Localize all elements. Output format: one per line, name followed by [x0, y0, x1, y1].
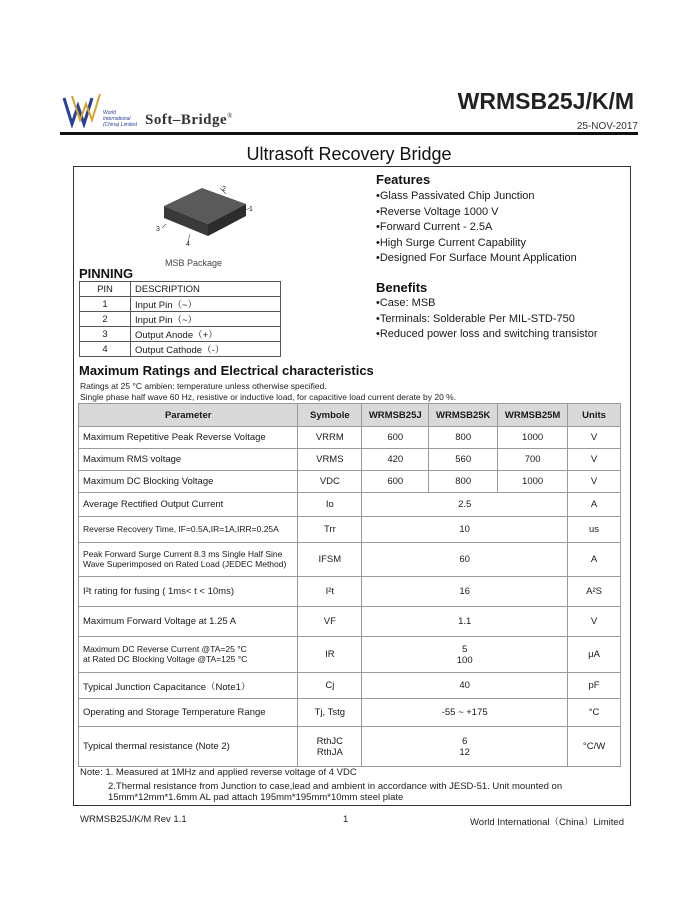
- benefits-list: [376, 296, 628, 343]
- pin-label-1: 1: [249, 206, 253, 213]
- pin-description: Output Anode（+）: [131, 327, 281, 342]
- column-header: Parameter: [79, 404, 298, 427]
- list-item: • Forward Current - 2.5A: [376, 220, 577, 236]
- symbol-cell: Cj: [298, 673, 362, 699]
- value-cell: 2.5: [362, 493, 568, 517]
- logo-line: World: [103, 110, 117, 116]
- param-cell: Maximum Repetitive Peak Reverse Voltage: [79, 427, 298, 449]
- symbol-cell: IFSM: [298, 543, 362, 577]
- logo-line: International: [103, 116, 131, 122]
- pin-description: Input Pin（~）: [131, 297, 281, 312]
- unit-cell: V: [568, 427, 621, 449]
- unit-cell: μA: [568, 637, 621, 673]
- table-row: [80, 327, 281, 342]
- value-line: 6: [462, 735, 468, 747]
- value-cell: 10: [362, 517, 568, 543]
- column-header: WRMSB25K: [429, 404, 498, 427]
- param-cell: Average Rectified Output Current: [79, 493, 298, 517]
- ratings-note-line: Single phase half wave 60 Hz, resistive or inductive load, for capacitive load current derate by 20 %.: [80, 392, 457, 402]
- table-row: [79, 673, 621, 699]
- unit-cell: °C/W: [568, 727, 621, 767]
- table-row: [80, 297, 281, 312]
- value-cell: 560: [429, 449, 498, 471]
- brand-text: Soft–Bridge: [145, 112, 228, 128]
- table-row: [79, 517, 621, 543]
- symbol-cell: VRRM: [298, 427, 362, 449]
- table-row: [80, 312, 281, 327]
- package-label: MSB Package: [165, 258, 223, 268]
- symbol-cell: VRMS: [298, 449, 362, 471]
- company-logo-icon: [62, 92, 102, 128]
- param-line: Maximum DC Reverse Current @TA=25 °C: [83, 644, 247, 654]
- symbol-cell: Tj, Tstg: [298, 699, 362, 727]
- features-list: [376, 189, 577, 267]
- column-header: WRMSB25M: [498, 404, 568, 427]
- unit-cell: us: [568, 517, 621, 543]
- value-cell: 60: [362, 543, 568, 577]
- param-cell: Maximum RMS voltage: [79, 449, 298, 471]
- note-1: Note: 1. Measured at 1MHz and applied reverse voltage of 4 VDC: [80, 767, 357, 778]
- symbol-cell: VDC: [298, 471, 362, 493]
- ratings-note: [80, 381, 456, 403]
- features-heading: Features: [376, 172, 431, 187]
- value-line: 5: [462, 643, 468, 655]
- pin-number: 1: [80, 297, 131, 312]
- footer-page-number: 1: [343, 814, 349, 825]
- document-date: 25-NOV-2017: [576, 121, 638, 132]
- param-cell: [79, 637, 298, 673]
- pin-label-3: 3: [156, 226, 160, 233]
- unit-cell: A: [568, 493, 621, 517]
- value-cell: 420: [362, 449, 429, 471]
- logo-line: (China) Limited: [103, 122, 137, 128]
- param-cell: Operating and Storage Temperature Range: [79, 699, 298, 727]
- unit-cell: V: [568, 607, 621, 637]
- table-row: [79, 493, 621, 517]
- table-row: [79, 727, 621, 767]
- table-row: [79, 449, 621, 471]
- param-line: at Rated DC Blocking Voltage @TA=125 °C: [83, 653, 248, 664]
- value-cell: 1000: [498, 427, 568, 449]
- table-header-row: [80, 282, 281, 297]
- value-cell: 1000: [498, 471, 568, 493]
- logo-company-text: [103, 110, 137, 128]
- unit-cell: V: [568, 449, 621, 471]
- table-row: [79, 427, 621, 449]
- param-cell: Typical thermal resistance (Note 2): [79, 727, 298, 767]
- symbol-cell: [298, 727, 362, 767]
- symbol-cell: I²t: [298, 577, 362, 607]
- param-cell: Maximum Forward Voltage at 1.25 A: [79, 607, 298, 637]
- symbol-line: RthJA: [316, 746, 343, 758]
- table-row: [79, 543, 621, 577]
- column-header: PIN: [80, 282, 131, 297]
- header-rule: [60, 132, 638, 135]
- value-cell: [362, 727, 568, 767]
- value-cell: 16: [362, 577, 568, 607]
- column-header: Symbole: [298, 404, 362, 427]
- value-line: 100: [456, 654, 473, 666]
- list-item: • Designed For Surface Mount Application: [376, 251, 577, 267]
- list-item: • Glass Passivated Chip Junction: [376, 189, 577, 205]
- value-cell: 600: [362, 471, 429, 493]
- pin-label-2: 2: [222, 186, 226, 193]
- value-cell: 1.1: [362, 607, 568, 637]
- list-item: • Reverse Voltage 1000 V: [376, 205, 577, 221]
- benefits-heading: Benefits: [376, 280, 428, 295]
- footer-company: World International（China）Limited: [469, 817, 624, 828]
- symbol-cell: VF: [298, 607, 362, 637]
- table-row: [79, 637, 621, 673]
- unit-cell: °C: [568, 699, 621, 727]
- value-line: 12: [459, 746, 470, 758]
- pin-description: Output Cathode（-）: [131, 342, 281, 357]
- document-title: Ultrasoft Recovery Bridge: [246, 144, 452, 164]
- value-cell: 700: [498, 449, 568, 471]
- param-cell: I²t rating for fusing ( 1ms< t < 10ms): [79, 577, 298, 607]
- registered-mark: ®: [227, 112, 233, 120]
- list-item: • Terminals: Solderable Per MIL-STD-750: [376, 312, 628, 328]
- table-row: [79, 607, 621, 637]
- pin-number: 3: [80, 327, 131, 342]
- param-cell: Peak Forward Surge Current 8.3 ms Single Half Sine Wave Superimposed on Rated Load (JEDEC Method): [79, 543, 298, 577]
- ratings-table: [78, 403, 621, 767]
- ratings-note-line: Ratings at 25 °C ambien: temperature unless otherwise specified.: [80, 381, 327, 391]
- table-row: [79, 471, 621, 493]
- unit-cell: A: [568, 543, 621, 577]
- list-item: • High Surge Current Capability: [376, 236, 577, 252]
- value-cell: -55 ~ +175: [362, 699, 568, 727]
- pinning-table: [79, 281, 281, 357]
- param-cell: Reverse Recovery Time, IF=0.5A,IR=1A,IRR=0.25A: [79, 517, 298, 543]
- value-cell: 600: [362, 427, 429, 449]
- table-row: [79, 699, 621, 727]
- table-header-row: [79, 404, 621, 427]
- symbol-cell: Trr: [298, 517, 362, 543]
- part-number-title: WRMSB25J/K/M: [457, 88, 634, 114]
- param-cell: Typical Junction Capacitance（Note1）: [79, 673, 298, 699]
- column-header: Units: [568, 404, 621, 427]
- symbol-cell: IR: [298, 637, 362, 673]
- symbol-line: RthJC: [316, 735, 344, 747]
- column-header: DESCRIPTION: [131, 282, 281, 297]
- footer-revision: WRMSB25J/K/M Rev 1.1: [80, 814, 187, 825]
- list-item: • Case: MSB: [376, 296, 628, 312]
- pin-label-4: 4: [186, 241, 190, 248]
- ratings-heading: Maximum Ratings and Electrical characteristics: [79, 363, 374, 378]
- unit-cell: V: [568, 471, 621, 493]
- param-cell: Maximum DC Blocking Voltage: [79, 471, 298, 493]
- pinning-heading: PINNING: [79, 266, 134, 281]
- brand-name: [145, 112, 233, 129]
- unit-cell: A²S: [568, 577, 621, 607]
- pin-description: Input Pin（~）: [131, 312, 281, 327]
- unit-cell: pF: [568, 673, 621, 699]
- value-cell: 800: [429, 471, 498, 493]
- table-row: [79, 577, 621, 607]
- symbol-cell: Io: [298, 493, 362, 517]
- value-cell: [362, 637, 568, 673]
- note-2: 2.Thermal resistance from Junction to case,lead and ambient in accordance with JESD-51. Unit mounted on 15mm*12mm*1.6mm AL pad attach 195mm*195mm*10mm steel plate: [108, 781, 563, 803]
- value-cell: 800: [429, 427, 498, 449]
- list-item: • Reduced power loss and switching transistor: [376, 327, 628, 343]
- table-row: [80, 342, 281, 357]
- msb-package-illustration: [150, 180, 260, 252]
- pin-number: 2: [80, 312, 131, 327]
- value-cell: 40: [362, 673, 568, 699]
- pin-number: 4: [80, 342, 131, 357]
- column-header: WRMSB25J: [362, 404, 429, 427]
